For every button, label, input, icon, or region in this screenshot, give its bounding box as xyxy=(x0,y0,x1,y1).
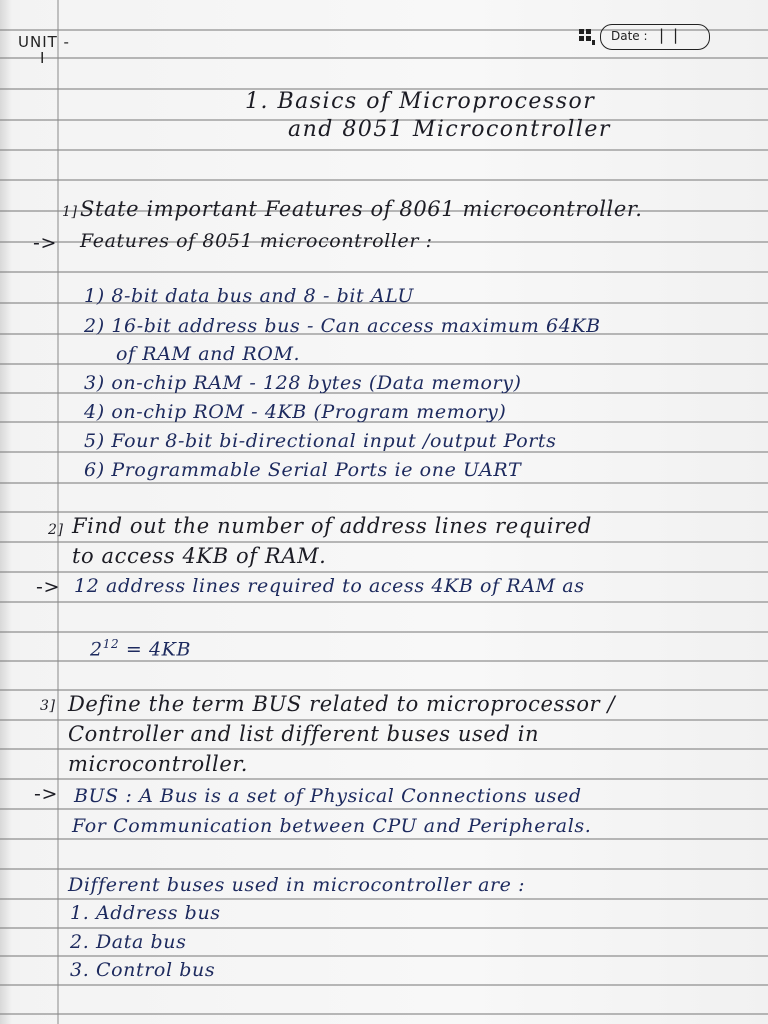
formula xyxy=(90,632,191,661)
date-separator: | xyxy=(673,26,679,44)
answer-3-line2: For Communication between CPU and Peripherals. xyxy=(72,815,592,837)
unit-label: UNIT - xyxy=(18,33,70,51)
formula-exponent: 12 xyxy=(102,637,120,651)
answer-arrow: -> xyxy=(33,232,57,254)
answer-arrow: -> xyxy=(36,576,60,598)
answer-2: 12 address lines required to acess 4KB of RAM as xyxy=(74,575,585,597)
date-field xyxy=(600,24,710,50)
feature-item: 3) on-chip RAM - 128 bytes (Data memory) xyxy=(84,372,522,394)
bus-list-heading: Different buses used in microcontroller are : xyxy=(68,874,526,896)
question-number: 1] xyxy=(62,204,78,220)
page-title-line2: and 8051 Microcontroller xyxy=(288,117,611,142)
question-3-line1: Define the term BUS related to microprocessor / xyxy=(68,692,616,716)
feature-item: 2) 16-bit address bus - Can access maximum 64KB xyxy=(84,315,601,337)
answer-1-heading: Features of 8051 microcontroller : xyxy=(80,230,433,252)
question-number: 2] xyxy=(48,522,64,538)
question-number: 3] xyxy=(40,698,56,714)
answer-arrow: -> xyxy=(34,783,58,805)
formula-result: = 4KB xyxy=(125,638,192,661)
question-2-line2: to access 4KB of RAM. xyxy=(72,544,327,568)
date-label: Date : xyxy=(611,29,648,43)
feature-item: 1) 8-bit data bus and 8 - bit ALU xyxy=(84,285,415,307)
question-2-line1: Find out the number of address lines required xyxy=(72,514,592,538)
answer-3-line1: BUS : A Bus is a set of Physical Connections used xyxy=(74,785,582,807)
feature-item: 4) on-chip ROM - 4KB (Program memory) xyxy=(84,401,507,423)
feature-item: 5) Four 8-bit bi-directional input /output Ports xyxy=(84,430,557,452)
notebook-logo-icon xyxy=(578,28,596,46)
question-1: State important Features of 8061 microcontroller. xyxy=(80,197,643,221)
bus-list-item: 1. Address bus xyxy=(70,902,221,924)
page-title-line1: 1. Basics of Microprocessor xyxy=(245,89,596,114)
question-3-line3: microcontroller. xyxy=(68,752,248,776)
bus-list-item: 2. Data bus xyxy=(70,931,187,953)
unit-number: I xyxy=(40,49,46,67)
feature-item: 6) Programmable Serial Ports ie one UART xyxy=(84,459,522,481)
feature-item: of RAM and ROM. xyxy=(116,343,301,365)
date-separator: | xyxy=(659,26,665,44)
bus-list-item: 3. Control bus xyxy=(70,959,216,981)
question-3-line2: Controller and list different buses used in xyxy=(68,722,540,746)
formula-base: 2 xyxy=(90,638,103,661)
